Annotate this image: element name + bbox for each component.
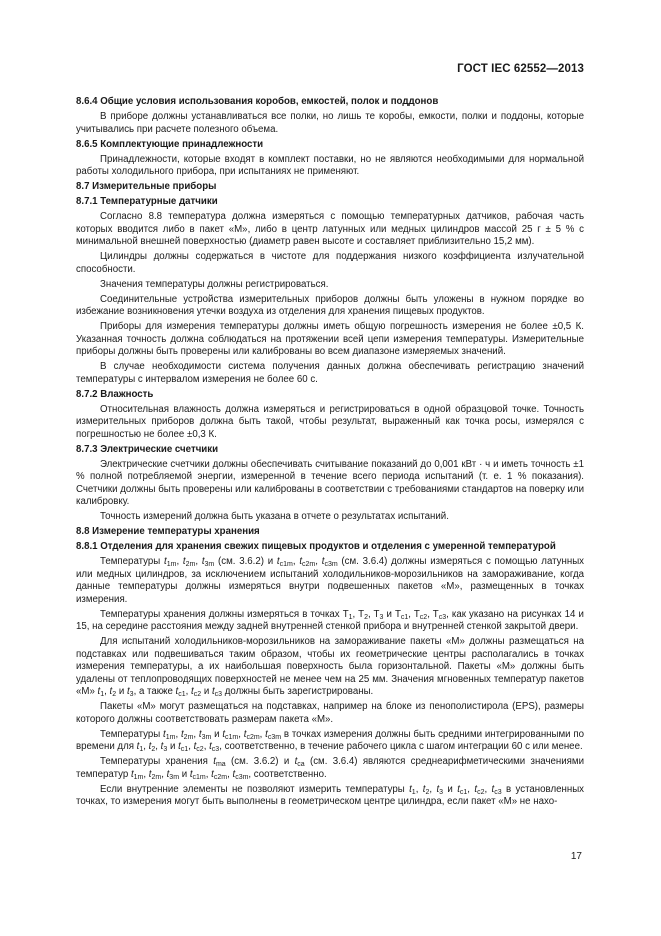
standard-designation: ГОСТ IEC 62552—2013 — [457, 63, 584, 75]
paragraph: Значения температуры должны регистрироваться. — [100, 278, 329, 290]
section-heading: 8.7.2 Влажность — [76, 388, 154, 400]
section-heading: 8.8 Измерение температуры хранения — [76, 526, 260, 537]
section-heading: 8.7 Измерительные приборы — [76, 181, 217, 192]
paragraph: В случае необходимости система получения данных должна обеспечивать регистрацию значений температуры с интервалом измерения не более 60 с. — [76, 361, 584, 385]
section-heading: 8.7.1 Температурные датчики — [76, 196, 218, 207]
paragraph: Относительная влажность должна измеряться и регистрироваться в одной образцовой точке. Точность измерительных приборов должна быть такой, чтобы результат, выраженный как точка росы, измерялся с погрешностью не более ±0,3 К. — [76, 403, 584, 440]
section-heading: 8.6.5 Комплектующие принадлежности — [76, 138, 264, 150]
paragraph: Температуры хранения $t_{ma}$ (см. 3.6.2) и $t_{ca}$ (см. 3.6.4) являются среднеарифметическими значениями температур $t_{1m}$, $t_{2m}$, $t_{3m}$ и $t_{c1m}$, $t_{c2m}$, $t_{c3m}$, соответственно. — [76, 756, 584, 781]
document-body — [76, 96, 584, 811]
section-heading: 8.6.4 Общие условия использования коробов, емкостей, полок и поддонов — [76, 96, 439, 107]
page-number: 17 — [570, 851, 582, 862]
section-heading: 8.8.1 Отделения для хранения свежих пищевых продуктов и отделения с умеренной температурой — [76, 541, 556, 552]
paragraph: Цилиндры должны содержаться в чистоте для поддержания низкого коэффициента излучательной способности. — [76, 251, 584, 275]
paragraph: Температуры $t_{1m}$, $t_{2m}$, $t_{3m}$ (см. 3.6.2) и $t_{c1m}$, $t_{c2m}$, $t_{c3m}$ (см. 3.6.4) должны измеряться с помощью латунных или медных цилиндров, за исключением испытаний холодильников-морозильников на замораживание, когда данные температуры должны измеряться внутри подвешенных пакетов «М», размещенных в точках измерения. — [76, 556, 585, 605]
paragraph: Электрические счетчики должны обеспечивать считывание показаний до 0,001 кВт · ч и иметь точность ±1 % полной потребляемой энергии, измеренной в течение всего периода испытаний (т. е. 1 % показания). Счетчики должны быть проверены или калиброваны в соответствии с требованиями стандартов на поверку или калибровку. — [76, 458, 584, 507]
paragraph: Согласно 8.8 температура должна измеряться с помощью температурных датчиков, рабочая часть которых вводится либо в пакет «М», либо в центр латунных или медных цилиндров массой 25 г ± 5 % с минимальной внешней поверхностью (диаметр равен высоте и составляет приблизительно 15,2 мм). — [76, 211, 584, 247]
paragraph: Соединительные устройства измерительных приборов должны быть уложены в нужном порядке во избежание возникновения утечки воздуха из отделения для хранения пищевых продуктов. — [76, 293, 584, 317]
paragraph: Температуры хранения должны измеряться в точках $T_1$, $T_2$, $T_3$ и $T_{c1}$, $T_{c2}$, $T_{c3}$, как указано на рисунках 14 и 15, на середине расстояния между задней внутренней стенкой прибора и внутренней стенкой закрытой двери. — [76, 608, 584, 632]
paragraph: Температуры $t_{1m}$, $t_{2m}$, $t_{3m}$ и $t_{c1m}$, $t_{c2m}$, $t_{c3m}$ в точках измерения должны быть средними интегрированными по времени для $t_1$, $t_2$, $t_3$ и $t_{c1}$, $t_{c2}$, $t_{c3}$, соответственно, в течение рабочего цикла с шагом интеграции 60 с или менее. — [76, 728, 584, 753]
paragraph: Приборы для измерения температуры должны иметь общую погрешность измерения не более ±0,5 К. Указанная точность должна соблюдаться на протяжении всей цепи измерения температуры. Измерительные приборы должны быть проверены или калиброваны во всем диапазоне измеряемых значений. — [76, 321, 584, 357]
paragraph: Для испытаний холодильников-морозильников на замораживание пакеты «М» должны размещаться на подставках или подвешиваться таким образом, чтобы их геометрические центры располагались в точках измерения температуры, а их наибольшая поверхность была горизонтальной. Пакеты «М» должны быть удалены от теплопроводящих поверхностей не менее чем на 25 мм. Значения мгновенных температур пакетов «М» $t_1$, $t_2$ и $t_3$, а также $t_{c1}$, $t_{c2}$ и $t_{c3}$ должны быть зарегистрированы. — [76, 636, 584, 698]
paragraph: Точность измерений должна быть указана в отчете о результатах испытаний. — [100, 511, 449, 522]
paragraph: Принадлежности, которые входят в комплект поставки, но не являются необходимыми для нормальной работы холодильного прибора, при испытаниях не применяют. — [76, 153, 584, 177]
paragraph: Если внутренние элементы не позволяют измерить температуры $t_1$, $t_2$, $t_3$ и $t_{c1}$, $t_{c2}$, $t_{c3}$ в установленных точках, то измерения могут быть выполнены в геометрическом центре цилиндра, если пакет «М» не нахо- — [76, 783, 585, 807]
paragraph: В приборе должны устанавливаться все полки, но лишь те коробы, емкости, полки и поддоны, которые учитывались при расчете полезного объема. — [76, 111, 584, 135]
paragraph: Пакеты «М» могут размещаться на подставках, например на блоке из пенополистирола (EPS), размеры которого должны соответствовать размерам пакета «М». — [76, 701, 584, 725]
section-heading: 8.7.3 Электрические счетчики — [76, 443, 219, 455]
